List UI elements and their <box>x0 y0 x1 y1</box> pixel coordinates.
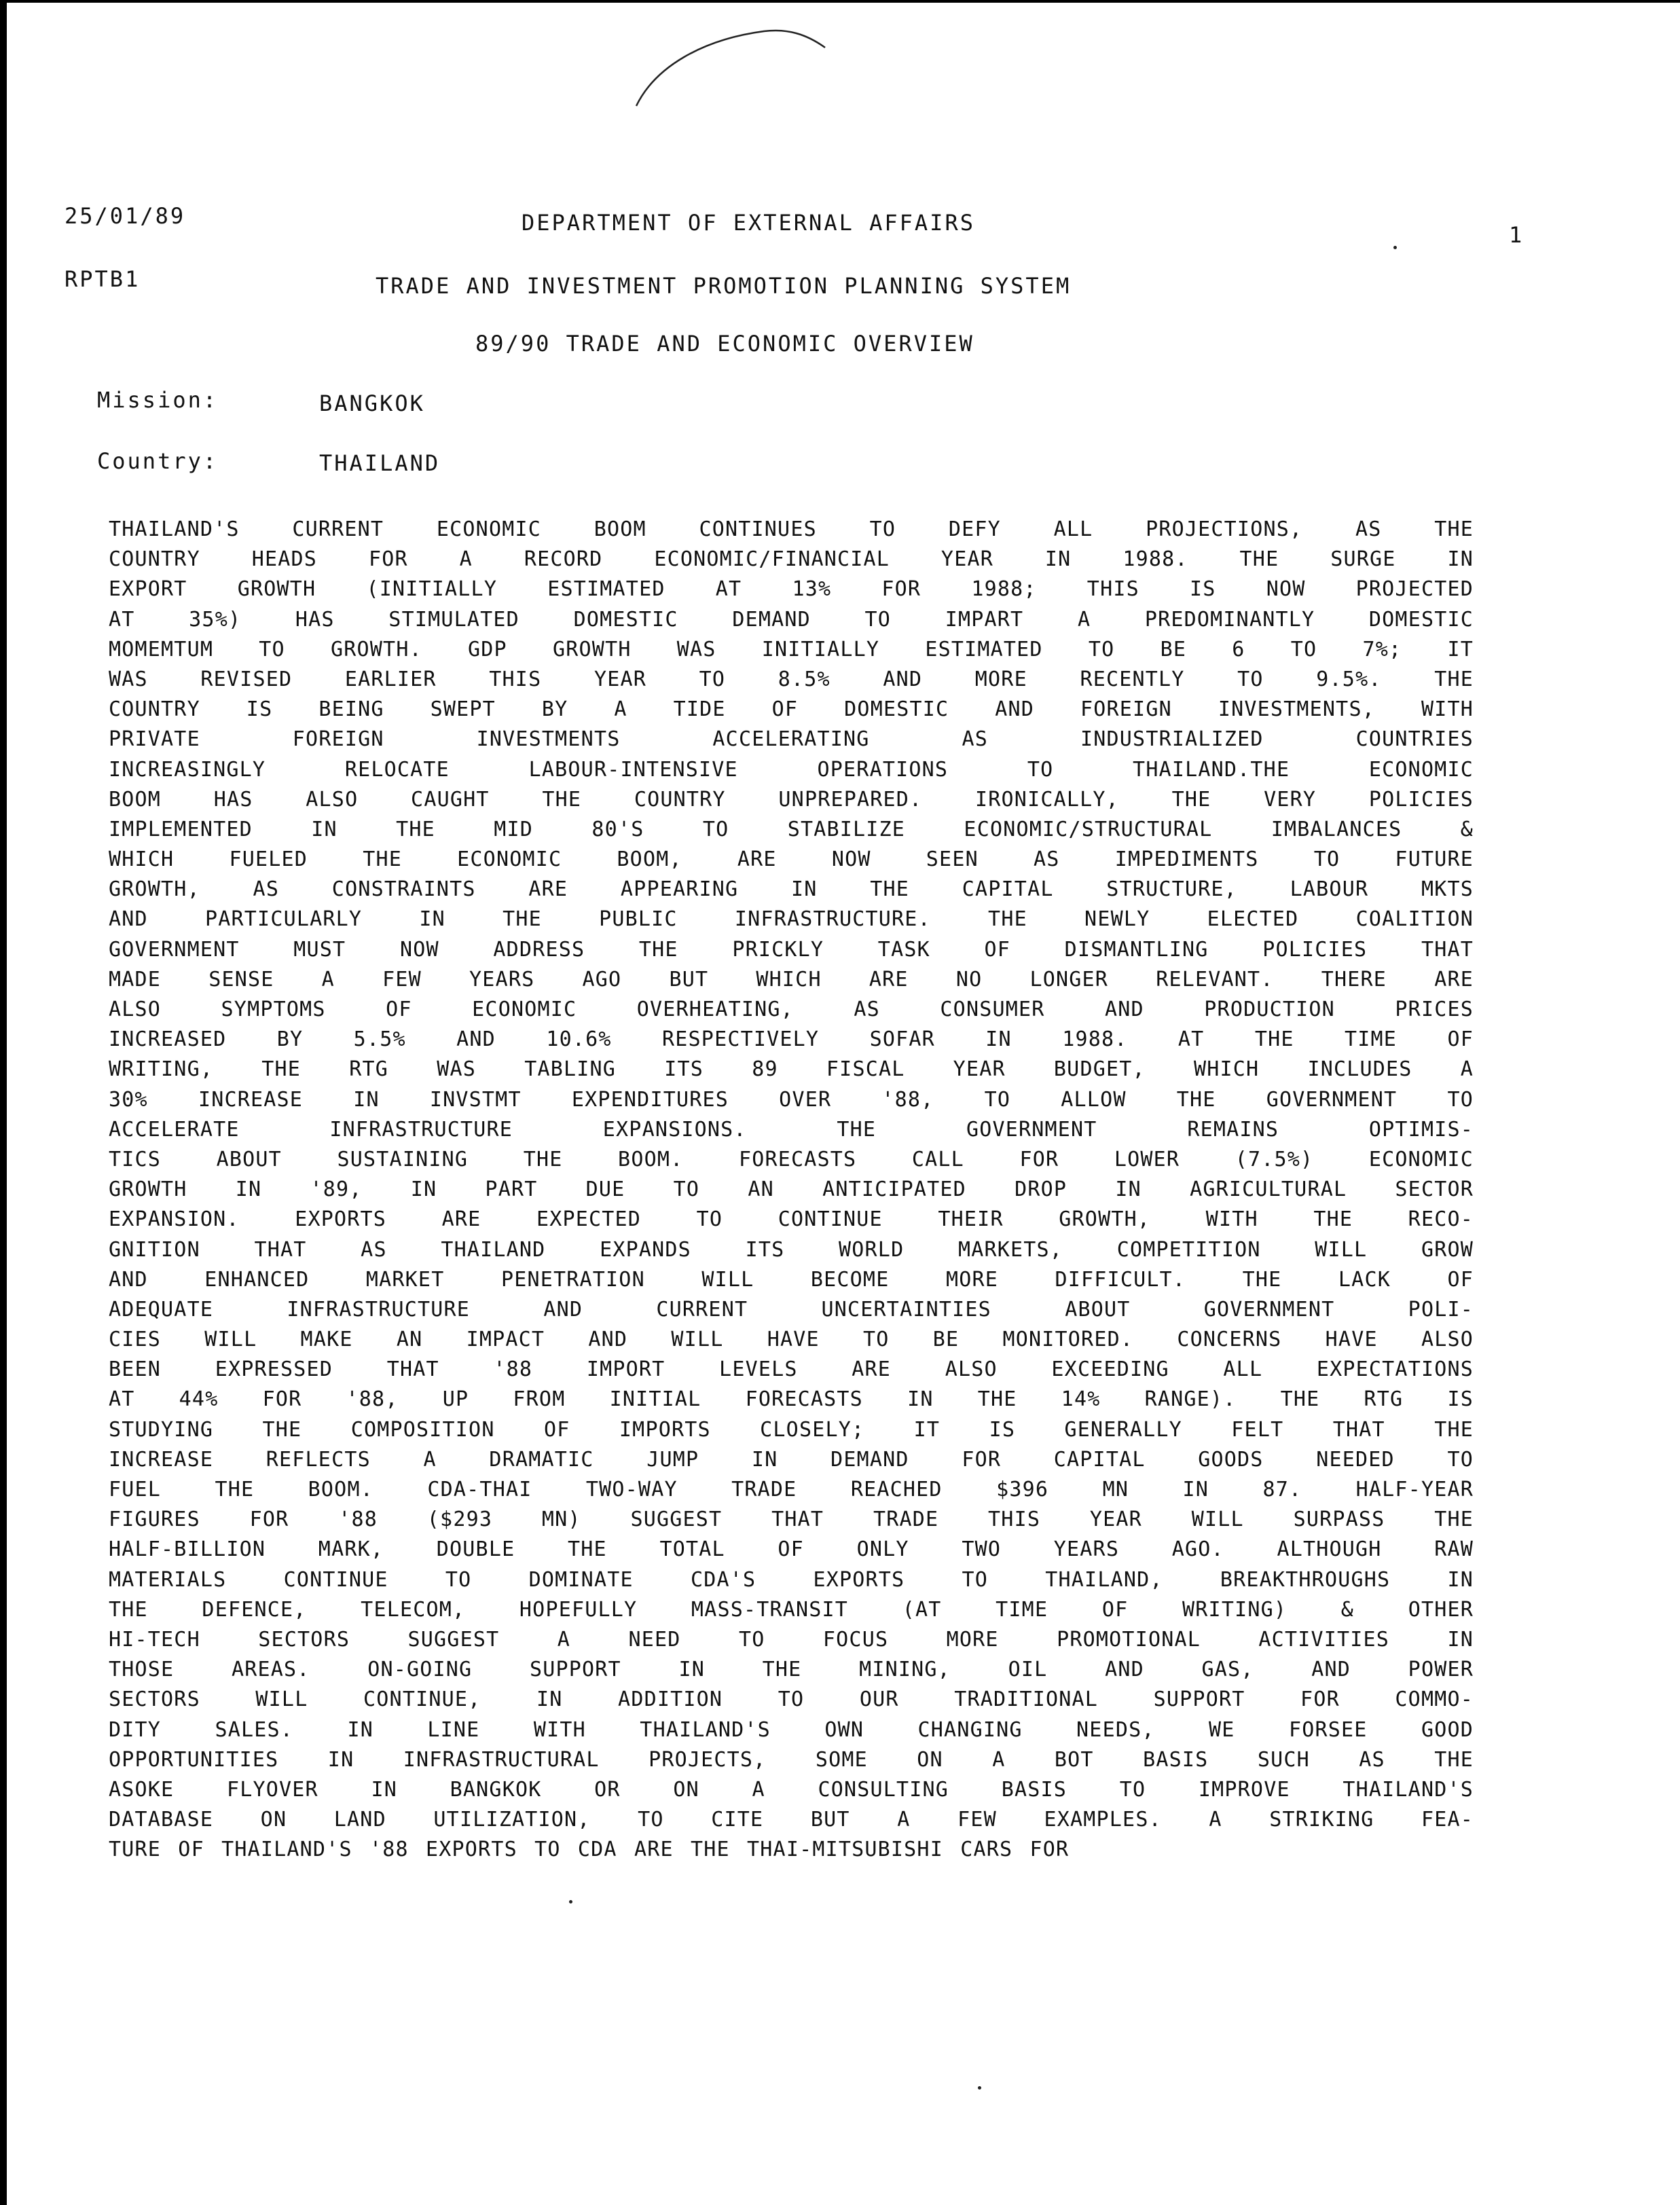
body-line: THOSE AREAS. ON-GOING SUPPORT IN THE MINING, OIL AND GAS, AND POWER <box>109 1658 1474 1682</box>
body-line: MOMEMTUM TO GROWTH. GDP GROWTH WAS INITIALLY ESTIMATED TO BE 6 TO 7%; IT <box>109 637 1474 661</box>
scan-speck <box>569 1900 572 1903</box>
body-line: COUNTRY IS BEING SWEPT BY A TIDE OF DOMESTIC AND FOREIGN INVESTMENTS, WITH <box>109 697 1474 722</box>
country-label: Country: <box>97 448 219 474</box>
overview-title: 89/90 TRADE AND ECONOMIC OVERVIEW <box>475 331 974 357</box>
body-line: IMPLEMENTED IN THE MID 80'S TO STABILIZE ECONOMIC/STRUCTURAL IMBALANCES & <box>109 817 1474 841</box>
handwritten-pen-mark <box>628 26 832 114</box>
body-line: GROWTH IN '89, IN PART DUE TO AN ANTICIPATED DROP IN AGRICULTURAL SECTOR <box>109 1178 1474 1202</box>
body-line: AND PARTICULARLY IN THE PUBLIC INFRASTRUCTURE. THE NEWLY ELECTED COALITION <box>109 907 1474 932</box>
body-line: INCREASE REFLECTS A DRAMATIC JUMP IN DEMAND FOR CAPITAL GOODS NEEDED TO <box>109 1447 1474 1472</box>
body-line: STUDYING THE COMPOSITION OF IMPORTS CLOSELY; IT IS GENERALLY FELT THAT THE <box>109 1417 1474 1442</box>
body-line: WAS REVISED EARLIER THIS YEAR TO 8.5% AND MORE RECENTLY TO 9.5%. THE <box>109 667 1474 691</box>
body-line: GOVERNMENT MUST NOW ADDRESS THE PRICKLY TASK OF DISMANTLING POLICIES THAT <box>109 937 1474 962</box>
body-line: SECTORS WILL CONTINUE, IN ADDITION TO OUR TRADITIONAL SUPPORT FOR COMMO- <box>109 1688 1474 1712</box>
body-line: OPPORTUNITIES IN INFRASTRUCTURAL PROJECTS, SOME ON A BOT BASIS SUCH AS THE <box>109 1747 1474 1772</box>
body-line: BEEN EXPRESSED THAT '88 IMPORT LEVELS ARE ALSO EXCEEDING ALL EXPECTATIONS <box>109 1357 1474 1382</box>
body-line: PRIVATE FOREIGN INVESTMENTS ACCELERATING AS INDUSTRIALIZED COUNTRIES <box>109 727 1474 752</box>
body-line: ADEQUATE INFRASTRUCTURE AND CURRENT UNCERTAINTIES ABOUT GOVERNMENT POLI- <box>109 1297 1474 1322</box>
mission-value: BANGKOK <box>319 390 425 416</box>
body-line: DITY SALES. IN LINE WITH THAILAND'S OWN CHANGING NEEDS, WE FORSEE GOOD <box>109 1717 1474 1742</box>
body-line: MATERIALS CONTINUE TO DOMINATE CDA'S EXPORTS TO THAILAND, BREAKTHROUGHS IN <box>109 1567 1474 1592</box>
scan-top-edge <box>0 0 1680 3</box>
country-value: THAILAND <box>319 450 441 476</box>
body-line: FUEL THE BOOM. CDA-THAI TWO-WAY TRADE REACHED $396 MN IN 87. HALF-YEAR <box>109 1478 1474 1501</box>
body-line: AT 44% FOR '88, UP FROM INITIAL FORECASTS IN THE 14% RANGE). THE RTG IS <box>109 1387 1474 1412</box>
scan-speck <box>1393 246 1397 249</box>
report-code: RPTB1 <box>65 266 141 292</box>
body-line: AND ENHANCED MARKET PENETRATION WILL BECOME MORE DIFFICULT. THE LACK OF <box>109 1267 1474 1292</box>
page-number: 1 <box>1509 222 1524 248</box>
scan-left-edge <box>0 0 7 2205</box>
body-line: MADE SENSE A FEW YEARS AGO BUT WHICH ARE NO LONGER RELEVANT. THERE ARE <box>109 967 1474 991</box>
body-line: COUNTRY HEADS FOR A RECORD ECONOMIC/FINANCIAL YEAR IN 1988. THE SURGE IN <box>109 547 1474 572</box>
body-line: TICS ABOUT SUSTAINING THE BOOM. FORECASTS CALL FOR LOWER (7.5%) ECONOMIC <box>109 1147 1474 1171</box>
body-line: HI-TECH SECTORS SUGGEST A NEED TO FOCUS MORE PROMOTIONAL ACTIVITIES IN <box>109 1627 1474 1652</box>
body-line: TURE OF THAILAND'S '88 EXPORTS TO CDA ARE THE THAI-MITSUBISHI CARS FOR <box>109 1838 1070 1862</box>
body-line: AT 35%) HAS STIMULATED DOMESTIC DEMAND TO IMPART A PREDOMINANTLY DOMESTIC <box>109 607 1474 632</box>
mission-label: Mission: <box>97 387 219 413</box>
body-line: THAILAND'S CURRENT ECONOMIC BOOM CONTINUES TO DEFY ALL PROJECTIONS, AS THE <box>109 517 1474 541</box>
overview-body-text <box>109 515 1474 1865</box>
body-line: INCREASINGLY RELOCATE LABOUR-INTENSIVE OPERATIONS TO THAILAND.THE ECONOMIC <box>109 757 1474 782</box>
body-line: ALSO SYMPTOMS OF ECONOMIC OVERHEATING, AS CONSUMER AND PRODUCTION PRICES <box>109 998 1474 1021</box>
system-title: TRADE AND INVESTMENT PROMOTION PLANNING SYSTEM <box>376 273 1072 299</box>
body-line: CIES WILL MAKE AN IMPACT AND WILL HAVE TO BE MONITORED. CONCERNS HAVE ALSO <box>109 1328 1474 1352</box>
body-line: FIGURES FOR '88 ($293 MN) SUGGEST THAT TRADE THIS YEAR WILL SURPASS THE <box>109 1508 1474 1532</box>
body-line: HALF-BILLION MARK, DOUBLE THE TOTAL OF ONLY TWO YEARS AGO. ALTHOUGH RAW <box>109 1537 1474 1562</box>
body-line: ASOKE FLYOVER IN BANGKOK OR ON A CONSULTING BASIS TO IMPROVE THAILAND'S <box>109 1777 1474 1802</box>
body-line: ACCELERATE INFRASTRUCTURE EXPANSIONS. THE GOVERNMENT REMAINS OPTIMIS- <box>109 1117 1474 1142</box>
body-line: DATABASE ON LAND UTILIZATION, TO CITE BUT A FEW EXAMPLES. A STRIKING FEA- <box>109 1808 1474 1832</box>
body-line: EXPORT GROWTH (INITIALLY ESTIMATED AT 13% FOR 1988; THIS IS NOW PROJECTED <box>109 577 1474 602</box>
body-line: INCREASED BY 5.5% AND 10.6% RESPECTIVELY SOFAR IN 1988. AT THE TIME OF <box>109 1027 1474 1052</box>
report-date: 25/01/89 <box>65 203 186 229</box>
body-line: GNITION THAT AS THAILAND EXPANDS ITS WORLD MARKETS, COMPETITION WILL GROW <box>109 1237 1474 1262</box>
body-line: THE DEFENCE, TELECOM, HOPEFULLY MASS-TRANSIT (AT TIME OF WRITING) & OTHER <box>109 1597 1474 1622</box>
body-line: BOOM HAS ALSO CAUGHT THE COUNTRY UNPREPARED. IRONICALLY, THE VERY POLICIES <box>109 787 1474 812</box>
body-line: EXPANSION. EXPORTS ARE EXPECTED TO CONTINUE THEIR GROWTH, WITH THE RECO- <box>109 1207 1474 1232</box>
body-line: GROWTH, AS CONSTRAINTS ARE APPEARING IN THE CAPITAL STRUCTURE, LABOUR MKTS <box>109 877 1474 902</box>
department-title: DEPARTMENT OF EXTERNAL AFFAIRS <box>522 210 975 236</box>
body-line: WRITING, THE RTG WAS TABLING ITS 89 FISCAL YEAR BUDGET, WHICH INCLUDES A <box>109 1057 1474 1082</box>
body-line: WHICH FUELED THE ECONOMIC BOOM, ARE NOW SEEN AS IMPEDIMENTS TO FUTURE <box>109 848 1474 872</box>
body-line: 30% INCREASE IN INVSTMT EXPENDITURES OVER '88, TO ALLOW THE GOVERNMENT TO <box>109 1087 1474 1112</box>
scan-speck <box>978 2086 981 2090</box>
